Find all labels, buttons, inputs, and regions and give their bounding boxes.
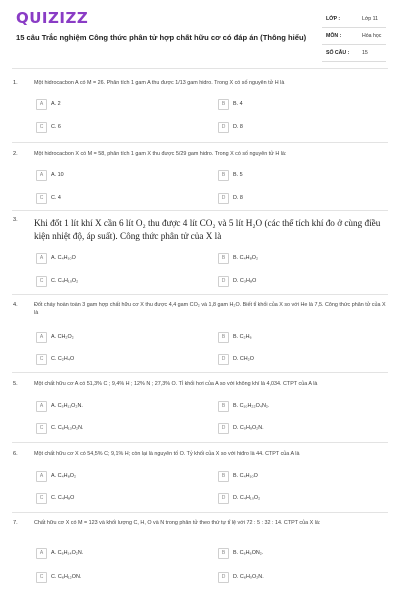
- option-d[interactable]: [218, 423, 386, 434]
- question-number: 4.: [13, 302, 18, 308]
- option-a[interactable]: [36, 471, 204, 482]
- option-b[interactable]: [218, 99, 386, 110]
- question-number: 2.: [13, 151, 18, 157]
- option-d[interactable]: [218, 276, 386, 287]
- option-letter-box: A: [36, 548, 47, 559]
- meta-row-subject: [322, 28, 386, 45]
- divider: [12, 442, 388, 443]
- option-letter-box: A: [36, 253, 47, 264]
- option-letter-box: B: [218, 332, 229, 343]
- question-number: 7.: [13, 520, 18, 526]
- option-b[interactable]: [218, 471, 386, 482]
- question-text: Một chất hữu cơ X có 54,5% C; 9,1% H; còn lại là nguyên tố O. Tỷ khối của X so với hiđro là 44. CTPT của A là: [34, 451, 300, 457]
- option-label: C. 4: [51, 195, 61, 201]
- option-c[interactable]: [36, 572, 204, 583]
- question-text: Đốt cháy hoàn toàn 3 gam hợp chất hữu cơ X thu được 4,4 gam CO₂ và 1,8 gam H₂O. Biết tỉ khối của X so với He là 7,5. Công thức phân tử của X là: [34, 302, 386, 316]
- document-header: [0, 0, 400, 66]
- meta-key: MÔN :: [326, 33, 342, 39]
- option-d[interactable]: [218, 354, 386, 365]
- option-c[interactable]: [36, 122, 204, 133]
- option-c[interactable]: [36, 276, 204, 287]
- meta-value: Lớp 11: [362, 16, 378, 22]
- option-label: B. C₁₀H₂₂O₄N₂.: [233, 403, 270, 409]
- option-label: B. 5: [233, 172, 243, 178]
- option-label: A. CH₂O₂: [51, 334, 74, 340]
- question-number: 5.: [13, 381, 18, 387]
- meta-key: SỐ CÂU :: [326, 50, 350, 56]
- option-b[interactable]: [218, 401, 386, 412]
- option-label: D. C₆H₅O₂N.: [233, 574, 264, 580]
- meta-key: LỚP :: [326, 16, 341, 22]
- option-letter-box: B: [218, 99, 229, 110]
- divider: [12, 294, 388, 295]
- option-a[interactable]: [36, 253, 204, 264]
- option-letter-box: C: [36, 122, 47, 133]
- divider: [12, 142, 388, 143]
- option-label: A. C₆H₁₄O₂N.: [51, 550, 84, 556]
- meta-table: [322, 11, 386, 62]
- option-letter-box: B: [218, 170, 229, 181]
- option-letter-box: C: [36, 354, 47, 365]
- option-c[interactable]: [36, 423, 204, 434]
- option-letter-box: D: [218, 493, 229, 504]
- option-letter-box: B: [218, 548, 229, 559]
- option-c[interactable]: [36, 354, 204, 365]
- option-label: C. 6: [51, 124, 61, 130]
- option-c[interactable]: [36, 493, 204, 504]
- option-label: B. C₂H₆: [233, 334, 252, 340]
- option-label: C. C₆H₁₂ON.: [51, 574, 82, 580]
- option-letter-box: C: [36, 193, 47, 204]
- option-label: B. C₄H₁₀O: [233, 473, 258, 479]
- meta-row-count: [322, 45, 386, 62]
- option-letter-box: B: [218, 401, 229, 412]
- question-text: Một hidrocacbon X có M = 58, phân tích 1 gam X thu được 5/29 gam hidro. Trong X có số nguyên tử H là:: [34, 151, 287, 157]
- option-label: B. C₄H₈O₂: [233, 255, 259, 261]
- option-letter-box: C: [36, 423, 47, 434]
- option-a[interactable]: [36, 332, 204, 343]
- question-number: 6.: [13, 451, 18, 457]
- question-number: 3.: [13, 217, 18, 223]
- meta-row-class: [322, 11, 386, 28]
- option-b[interactable]: [218, 548, 386, 559]
- option-label: D. C₅H₉O₂N.: [233, 425, 264, 431]
- option-a[interactable]: [36, 401, 204, 412]
- option-d[interactable]: [218, 493, 386, 504]
- option-label: A. C₅H₁₁O₂N.: [51, 403, 83, 409]
- option-a[interactable]: [36, 548, 204, 559]
- option-letter-box: C: [36, 493, 47, 504]
- divider: [12, 512, 388, 513]
- option-letter-box: C: [36, 276, 47, 287]
- option-letter-box: B: [218, 253, 229, 264]
- question-text: Một hidrocacbon A có M = 26. Phân tích 1 gam A thu được 1/13 gam hidro. Trong X có số nguyên tử H là: [34, 80, 285, 86]
- option-d[interactable]: [218, 193, 386, 204]
- option-label: A. C₄H₈O₂: [51, 473, 77, 479]
- option-letter-box: D: [218, 354, 229, 365]
- divider: [12, 372, 388, 373]
- option-label: A. 10: [51, 172, 64, 178]
- option-label: B. C₆H₆ON₂.: [233, 550, 264, 556]
- option-c[interactable]: [36, 193, 204, 204]
- divider: [12, 210, 388, 211]
- question-text: Một chất hữu cơ A có 51,3% C ; 9,4% H ; 12% N ; 27,3% O. Tỉ khối hơi của A so với không khí là 4,034. CTPT của A là: [34, 381, 318, 387]
- option-label: B. 4: [233, 101, 243, 107]
- option-letter-box: B: [218, 471, 229, 482]
- option-label: A. C₄H₁₀O: [51, 255, 76, 261]
- quizizz-logo: QUIZIZZ: [16, 9, 89, 27]
- divider: [12, 68, 388, 69]
- option-letter-box: D: [218, 572, 229, 583]
- question-text: Chất hữu cơ X có M = 123 và khối lượng C, H, O và N trong phân tử theo thứ tự tỉ lệ với 72 : 5 : 32 : 14. CTPT của X là:: [34, 520, 321, 526]
- meta-value: 15: [362, 50, 368, 56]
- option-label: D. 8: [233, 124, 243, 130]
- option-letter-box: A: [36, 170, 47, 181]
- option-label: A. 2: [51, 101, 61, 107]
- option-label: C. C₂H₄O: [51, 356, 75, 362]
- option-letter-box: D: [218, 276, 229, 287]
- option-label: D. CH₂O: [233, 356, 254, 362]
- option-letter-box: D: [218, 193, 229, 204]
- option-a[interactable]: [36, 170, 204, 181]
- option-b[interactable]: [218, 253, 386, 264]
- option-b[interactable]: [218, 332, 386, 343]
- option-letter-box: D: [218, 423, 229, 434]
- option-d[interactable]: [218, 122, 386, 133]
- document-title: 15 câu Trắc nghiệm Công thức phân tử hợp chất hữu cơ có đáp án (Thông hiểu): [16, 33, 307, 42]
- option-letter-box: C: [36, 572, 47, 583]
- question-number: 1.: [13, 80, 18, 86]
- option-letter-box: A: [36, 471, 47, 482]
- option-b[interactable]: [218, 170, 386, 181]
- option-letter-box: A: [36, 99, 47, 110]
- option-letter-box: D: [218, 122, 229, 133]
- option-d[interactable]: [218, 572, 386, 583]
- option-a[interactable]: [36, 99, 204, 110]
- meta-value: Hóa học: [362, 33, 382, 39]
- option-letter-box: A: [36, 401, 47, 412]
- option-label: D. C₄H₁₀O₂: [233, 495, 261, 501]
- option-label: D. C₃H₈O: [233, 278, 257, 284]
- question-text: Khi đốt 1 lít khí X cần 6 lít O₂ thu được 4 lít CO₂ và 5 lít H₂O (các thể tích khí đo ở cùng điều kiện nhiệt độ, áp suất). Công thức phân tử của X là: [34, 218, 381, 241]
- option-label: C. C₄H₈O: [51, 495, 75, 501]
- option-label: D. 8: [233, 195, 243, 201]
- option-label: C. C₆H₁₃O₂N.: [51, 425, 84, 431]
- option-label: C. C₄H₁₀O₂: [51, 278, 79, 284]
- option-letter-box: A: [36, 332, 47, 343]
